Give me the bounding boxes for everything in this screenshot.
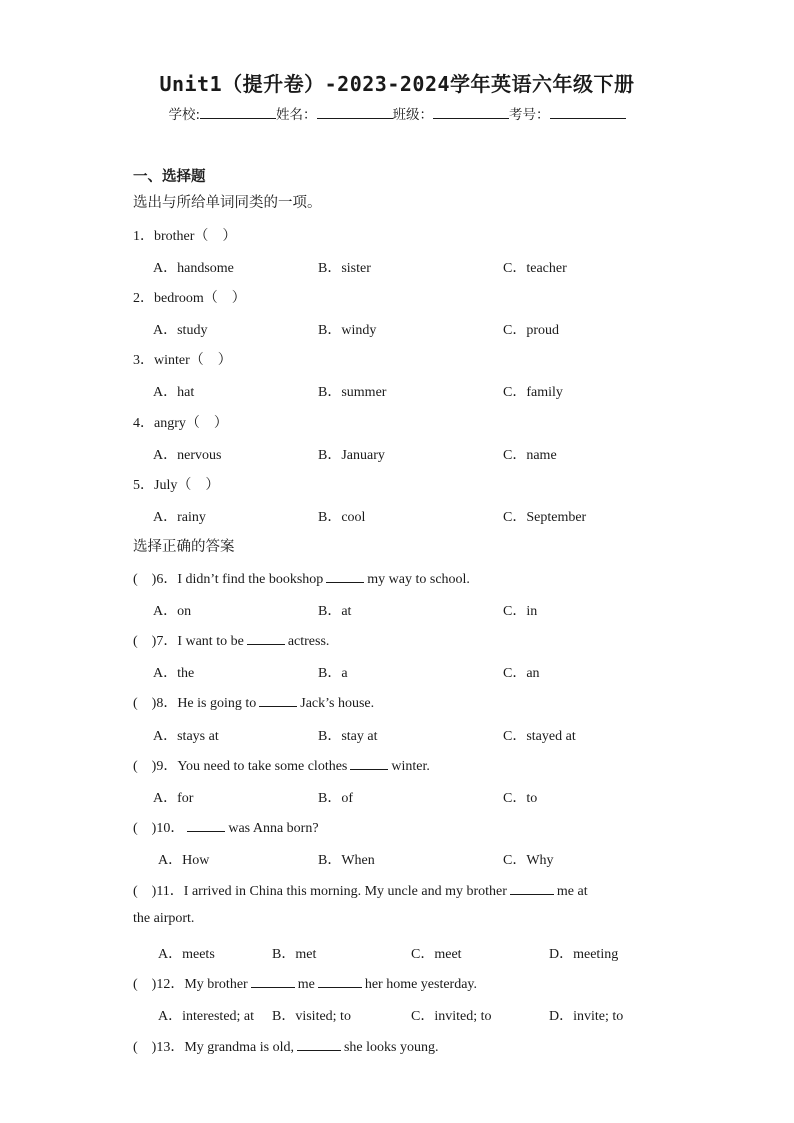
question-8-stem <box>133 692 374 712</box>
question-11-text: ( )11．I arrived in China this morning. My uncle and my brother <box>133 884 507 899</box>
question-11-continuation: the airport. <box>133 911 195 926</box>
answer-blank[interactable] <box>247 632 285 645</box>
instruction-same-category: 选出与所给单词同类的一项。 <box>133 195 322 211</box>
question-3-stem: 3．winter（ ） <box>133 353 232 368</box>
name-blank[interactable] <box>317 104 393 119</box>
answer-blank[interactable] <box>350 757 388 770</box>
question-11-option-c[interactable]: C．meet <box>411 947 462 962</box>
question-6-option-b[interactable]: B．at <box>318 604 352 619</box>
question-3-option-c[interactable]: C．family <box>503 385 563 400</box>
question-10-text-end: was Anna born? <box>228 821 319 836</box>
question-1-option-a[interactable]: A．handsome <box>153 261 234 276</box>
question-11-option-a[interactable]: A．meets <box>158 947 215 962</box>
question-7-option-c[interactable]: C．an <box>503 666 540 681</box>
question-6-option-c[interactable]: C．in <box>503 604 538 619</box>
question-2-option-b[interactable]: B．windy <box>318 323 377 338</box>
question-3-option-a[interactable]: A．hat <box>153 385 195 400</box>
question-10-stem <box>133 817 319 837</box>
question-11-text-end: me at <box>556 884 588 899</box>
question-13-stem <box>133 1036 438 1056</box>
question-8-option-b[interactable]: B．stay at <box>318 729 378 744</box>
question-6-text: ( )6．I didn’t find the bookshop <box>133 572 324 587</box>
question-13-text: ( )13．My grandma is old, <box>133 1040 294 1055</box>
question-2-stem: 2．bedroom（ ） <box>133 291 246 306</box>
question-5-option-a[interactable]: A．rainy <box>153 510 206 525</box>
answer-blank[interactable] <box>259 694 297 707</box>
question-12-stem <box>133 973 477 993</box>
question-12-option-b[interactable]: B．visited; to <box>272 1009 351 1024</box>
question-6-text-end: my way to school. <box>367 572 470 587</box>
answer-blank[interactable] <box>318 975 362 988</box>
question-10-option-a[interactable]: A．How <box>158 853 210 868</box>
id-blank[interactable] <box>550 104 626 119</box>
question-4-option-a[interactable]: A．nervous <box>153 448 222 463</box>
answer-blank[interactable] <box>251 975 295 988</box>
question-9-text: ( )9．You need to take some clothes <box>133 759 348 774</box>
question-6-option-a[interactable]: A．on <box>153 604 192 619</box>
question-7-stem <box>133 630 329 650</box>
question-1-option-c[interactable]: C．teacher <box>503 261 567 276</box>
question-5-stem: 5．July（ ） <box>133 478 220 493</box>
page-title: Unit1（提升卷）-2023-2024学年英语六年级下册 <box>159 72 635 96</box>
question-12-text-end: her home yesterday. <box>364 977 478 992</box>
name-label: 姓名： <box>276 107 317 123</box>
question-8-option-a[interactable]: A．stays at <box>153 729 219 744</box>
question-11-stem <box>133 880 588 900</box>
answer-blank[interactable] <box>187 819 225 832</box>
question-7-option-a[interactable]: A．the <box>153 666 195 681</box>
school-label: 学校: <box>168 107 201 123</box>
section-heading: 一、选择题 <box>133 169 206 185</box>
question-9-stem <box>133 755 430 775</box>
question-1-option-b[interactable]: B．sister <box>318 261 371 276</box>
question-2-option-c[interactable]: C．proud <box>503 323 559 338</box>
question-10-option-c[interactable]: C．Why <box>503 853 554 868</box>
question-4-option-c[interactable]: C．name <box>503 448 557 463</box>
question-5-option-c[interactable]: C．September <box>503 510 587 525</box>
question-9-option-b[interactable]: B．of <box>318 791 353 806</box>
question-12-option-a[interactable]: A．interested; at <box>158 1009 255 1024</box>
question-7-text-end: actress. <box>287 634 330 649</box>
question-8-option-c[interactable]: C．stayed at <box>503 729 576 744</box>
question-11-option-b[interactable]: B．met <box>272 947 317 962</box>
question-9-option-c[interactable]: C．to <box>503 791 538 806</box>
question-1-stem: 1．brother（ ） <box>133 229 237 244</box>
class-label: 班级： <box>392 107 434 123</box>
question-10-text: ( )10． <box>133 821 185 836</box>
question-5-option-b[interactable]: B．cool <box>318 510 366 525</box>
question-9-text-end: winter. <box>391 759 430 774</box>
answer-blank[interactable] <box>326 570 364 583</box>
answer-blank[interactable] <box>510 882 554 895</box>
student-info-line <box>0 103 794 123</box>
instruction-choose-answer: 选择正确的答案 <box>133 539 235 555</box>
question-6-stem <box>133 568 470 588</box>
question-12-option-d[interactable]: D．invite; to <box>549 1009 624 1024</box>
answer-blank[interactable] <box>297 1038 341 1051</box>
question-12-option-c[interactable]: C．invited; to <box>411 1009 492 1024</box>
question-9-option-a[interactable]: A．for <box>153 791 194 806</box>
question-12-text-mid: me <box>297 977 315 992</box>
class-blank[interactable] <box>433 104 509 119</box>
question-7-text: ( )7．I want to be <box>133 634 244 649</box>
question-2-option-a[interactable]: A．study <box>153 323 208 338</box>
question-8-text-end: Jack’s house. <box>300 696 375 711</box>
question-13-text-end: she looks young. <box>343 1040 439 1055</box>
question-4-stem: 4．angry（ ） <box>133 416 228 431</box>
question-11-option-d[interactable]: D．meeting <box>549 947 619 962</box>
question-7-option-b[interactable]: B．a <box>318 666 348 681</box>
question-4-option-b[interactable]: B．January <box>318 448 385 463</box>
id-label: 考号： <box>509 107 550 123</box>
question-12-text: ( )12．My brother <box>133 977 248 992</box>
school-blank[interactable] <box>200 104 276 119</box>
question-10-option-b[interactable]: B．When <box>318 853 375 868</box>
question-3-option-b[interactable]: B．summer <box>318 385 387 400</box>
question-8-text: ( )8．He is going to <box>133 696 257 711</box>
